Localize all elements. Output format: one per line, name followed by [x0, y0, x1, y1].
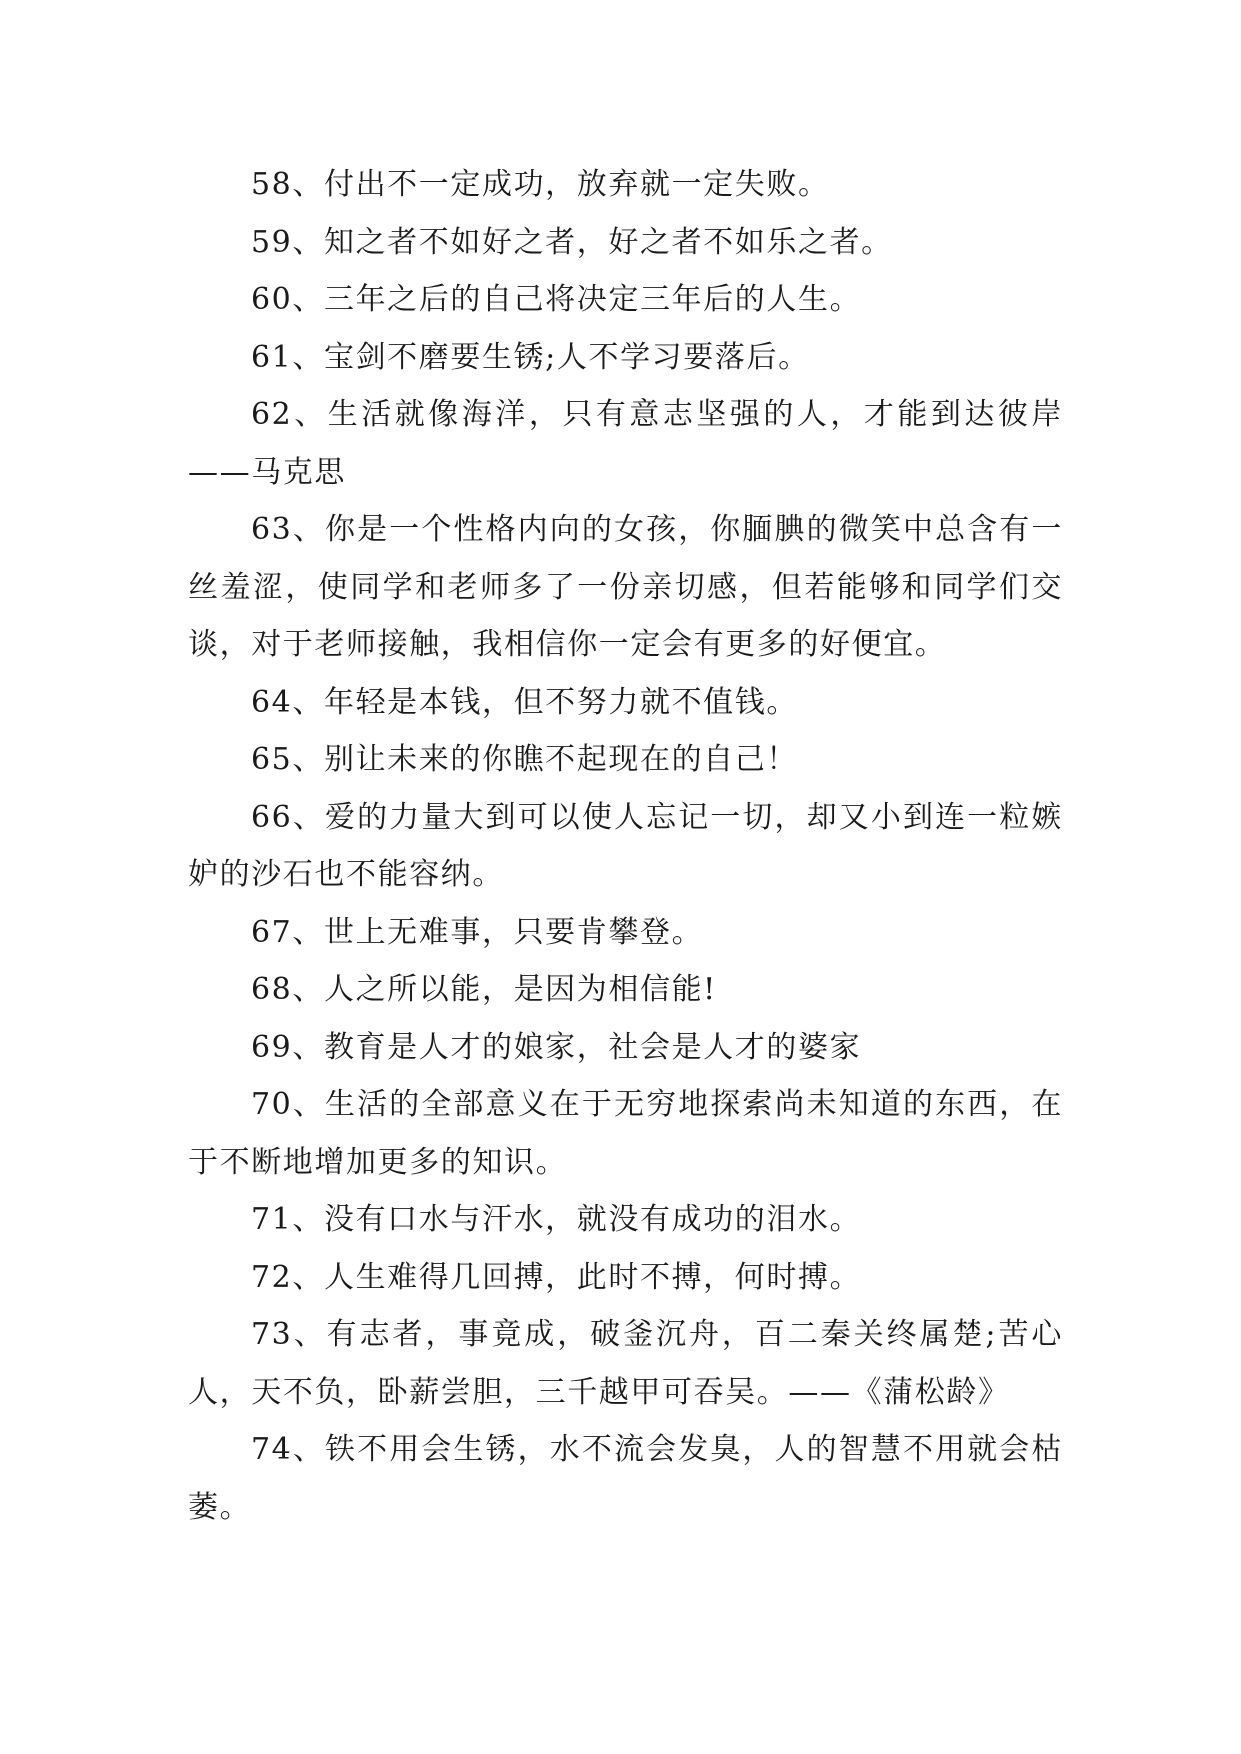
paragraph-text: 、教育是人才的娘家，社会是人才的婆家: [292, 1029, 862, 1065]
paragraph-70: [188, 1076, 1063, 1191]
paragraph-number: 60: [251, 282, 293, 317]
paragraph-number: 62: [251, 397, 293, 432]
paragraph-73: [188, 1306, 1063, 1421]
paragraph-text: 、没有口水与汗水，就没有成功的泪水。: [292, 1202, 862, 1237]
paragraph-number: 59: [251, 224, 293, 260]
paragraph-68: [188, 961, 1063, 1019]
paragraph-text: 、人之所以能，是因为相信能!: [292, 972, 717, 1007]
paragraph-62: [188, 386, 1063, 501]
paragraph-63: [188, 501, 1063, 674]
paragraph-text: 、世上无难事，只要肯攀登。: [292, 914, 704, 950]
paragraph-number: 64: [251, 684, 293, 720]
paragraph-58: [188, 156, 1063, 214]
paragraph-text: 、别让未来的你瞧不起现在的自己！: [292, 742, 798, 777]
paragraph-66: [188, 789, 1063, 904]
paragraph-text: 、宝剑不磨要生锈;人不学习要落后。: [292, 339, 810, 375]
paragraph-text: 、人生难得几回搏，此时不搏，何时搏。: [292, 1259, 862, 1295]
paragraph-number: 68: [251, 972, 293, 1007]
paragraph-text: 、爱的力量大到可以使人忘记一切，却又小到连一粒嫉妒的沙石也不能容纳。: [188, 799, 1063, 892]
paragraph-74: [188, 1421, 1063, 1536]
document-body: [188, 156, 1063, 1536]
paragraph-60: [188, 271, 1063, 329]
paragraph-number: 65: [251, 742, 293, 777]
paragraph-text: 、你是一个性格内向的女孩，你腼腆的微笑中总含有一丝羞涩，使同学和老师多了一份亲切感，但若能够和同学们交谈，对于老师接触，我相信你一定会有更多的好便宜。: [188, 512, 1063, 662]
paragraph-71: [188, 1191, 1063, 1249]
paragraph-text: 、付出不一定成功，放弃就一定失败。: [292, 167, 830, 202]
paragraph-number: 70: [251, 1087, 293, 1122]
paragraph-61: [188, 329, 1063, 387]
paragraph-text: 、有志者，事竟成，破釜沉舟，百二秦关终属楚;苦心人，天不负，卧薪尝胆，三千越甲可吞吴。——《蒲松龄》: [188, 1317, 1063, 1410]
paragraph-text: 、三年之后的自己将决定三年后的人生。: [292, 282, 862, 317]
paragraph-text: 、知之者不如好之者，好之者不如乐之者。: [292, 224, 893, 260]
paragraph-number: 71: [251, 1202, 293, 1237]
paragraph-text: 、生活的全部意义在于无穷地探索尚未知道的东西，在于不断地增加更多的知识。: [188, 1087, 1063, 1180]
paragraph-number: 61: [251, 339, 293, 375]
paragraph-number: 74: [251, 1432, 293, 1467]
paragraph-number: 63: [251, 512, 293, 547]
paragraph-number: 72: [251, 1259, 293, 1295]
paragraph-72: [188, 1249, 1063, 1307]
paragraph-65: [188, 731, 1063, 789]
paragraph-number: 73: [251, 1317, 293, 1352]
paragraph-67: [188, 904, 1063, 962]
paragraph-number: 67: [251, 914, 293, 950]
paragraph-64: [188, 674, 1063, 732]
paragraph-59: [188, 214, 1063, 272]
paragraph-text: 、生活就像海洋，只有意志坚强的人，才能到达彼岸——马克思: [188, 397, 1063, 490]
paragraph-text: 、年轻是本钱，但不努力就不值钱。: [292, 684, 798, 720]
paragraph-number: 58: [251, 167, 293, 202]
paragraph-number: 69: [251, 1029, 293, 1065]
paragraph-text: 、铁不用会生锈，水不流会发臭，人的智慧不用就会枯萎。: [188, 1432, 1063, 1525]
paragraph-69: [188, 1019, 1063, 1077]
paragraph-number: 66: [251, 799, 293, 835]
